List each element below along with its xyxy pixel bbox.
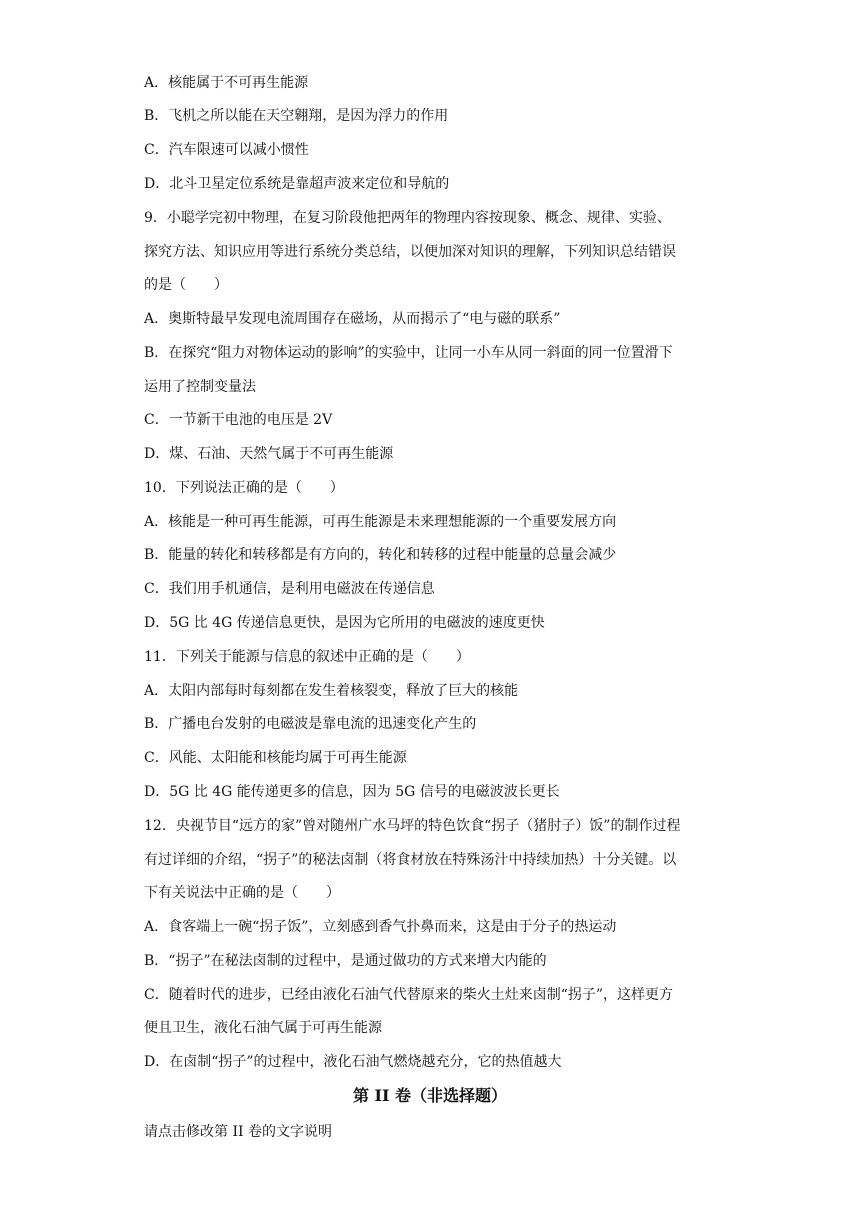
- text-line: D．煤、石油、天然气属于不可再生能源: [144, 446, 394, 462]
- text-line: C．我们用手机通信，是利用电磁波在传递信息: [144, 581, 435, 597]
- text-line: 探究方法、知识应用等进行系统分类总结，以便加深对知识的理解，下列知识总结错误: [144, 244, 676, 260]
- text-line: A．奥斯特最早发现电流周围存在磁场，从而揭示了“电与磁的联系”: [144, 311, 561, 327]
- text-line: 有过详细的介绍，“拐子”的秘法卤制（将食材放在特殊汤汁中持续加热）十分关键。以: [144, 852, 677, 868]
- text-line: A．核能属于不可再生能源: [144, 75, 309, 91]
- text-line: 9．小聪学完初中物理，在复习阶段他把两年的物理内容按现象、概念、规律、实验、: [144, 210, 671, 226]
- section-title: 第 II 卷（非选择题）: [352, 1086, 508, 1105]
- section-note[interactable]: 请点击修改第 II 卷的文字说明: [144, 1124, 332, 1140]
- text-line: D．在卤制“拐子”的过程中，液化石油气燃烧越充分，它的热值越大: [144, 1054, 562, 1070]
- text-line: 下有关说法中正确的是（ ）: [144, 885, 340, 901]
- text-line: C．一节新干电池的电压是 2V: [144, 412, 333, 428]
- text-line: D．北斗卫星定位系统是靠超声波来定位和导航的: [144, 176, 450, 192]
- text-line: C．随着时代的进步，已经由液化石油气代替原来的柴火土灶来卤制“拐子”，这样更方: [144, 987, 674, 1003]
- text-line: 的是（ ）: [144, 277, 228, 293]
- text-line: D．5G 比 4G 传递信息更快，是因为它所用的电磁波的速度更快: [144, 615, 545, 631]
- text-line: B．“拐子”在秘法卤制的过程中，是通过做功的方式来增大内能的: [144, 953, 547, 969]
- text-line: B．在探究“阻力对物体运动的影响”的实验中，让同一小车从同一斜面的同一位置滑下: [144, 345, 673, 361]
- text-line: A．太阳内部每时每刻都在发生着核裂变，释放了巨大的核能: [144, 683, 519, 699]
- text-line: B．广播电台发射的电磁波是靠电流的迅速变化产生的: [144, 716, 477, 732]
- text-line: C．风能、太阳能和核能均属于可再生能源: [144, 750, 407, 766]
- text-line: B．飞机之所以能在天空翱翔，是因为浮力的作用: [144, 108, 449, 124]
- text-line: B．能量的转化和转移都是有方向的，转化和转移的过程中能量的总量会减少: [144, 547, 617, 563]
- text-line: 便且卫生，液化石油气属于可再生能源: [144, 1020, 382, 1036]
- text-line: 12．央视节目“远方的家”曾对随州广水马坪的特色饮食“拐子（猪肘子）饭”的制作过程: [144, 818, 681, 834]
- text-line: D．5G 比 4G 能传递更多的信息，因为 5G 信号的电磁波波长更长: [144, 784, 560, 800]
- text-line: 运用了控制变量法: [144, 379, 256, 395]
- text-line: A．核能是一种可再生能源，可再生能源是未来理想能源的一个重要发展方向: [144, 514, 617, 530]
- text-line: 11．下列关于能源与信息的叙述中正确的是（ ）: [144, 649, 470, 665]
- text-line: 10．下列说法正确的是（ ）: [144, 480, 344, 496]
- text-line: A．食客端上一碗“拐子饭”，立刻感到香气扑鼻而来，这是由于分子的热运动: [144, 919, 617, 935]
- text-line: C．汽车限速可以减小惯性: [144, 142, 309, 158]
